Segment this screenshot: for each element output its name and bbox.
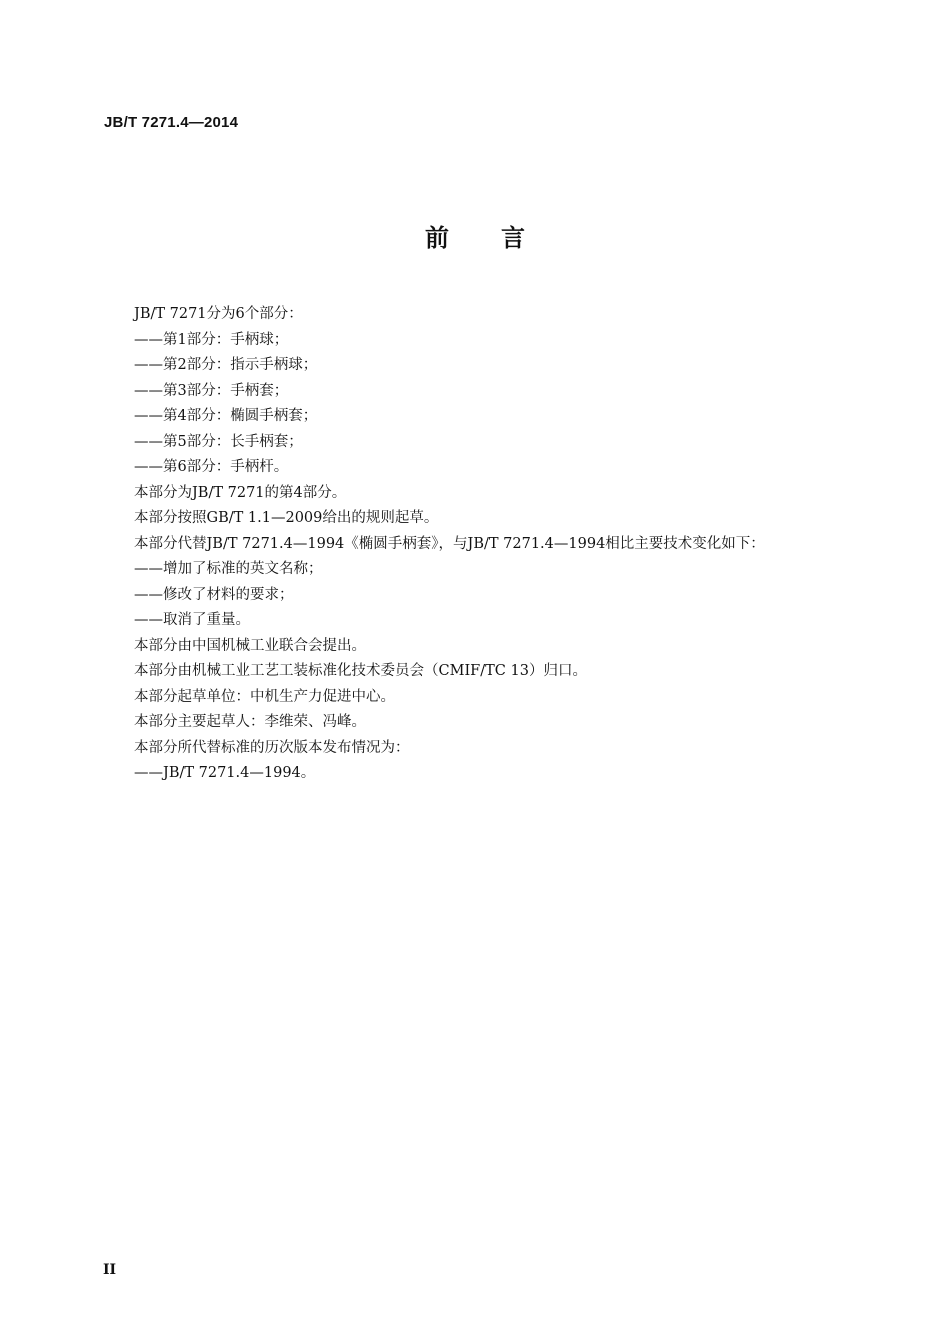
list-item: ——第1部分：手柄球； <box>134 331 289 348</box>
title-char-2: 言 <box>501 224 525 252</box>
list-item: ——取消了重量。 <box>134 612 250 628</box>
standard-code: JB/T 7271.4—2014 <box>104 114 239 131</box>
paragraph: 本部分由中国机械工业联合会提出。 <box>134 637 366 654</box>
paragraph: 本部分起草单位：中机生产力促进中心。 <box>134 688 395 705</box>
list-item: ——第4部分：椭圆手柄套； <box>134 408 318 424</box>
paragraph: 本部分所代替标准的历次版本发布情况为： <box>134 739 410 756</box>
foreword-body <box>134 302 834 787</box>
list-item: ——增加了标准的英文名称； <box>134 561 323 577</box>
list-item: ——修改了材料的要求； <box>134 586 294 603</box>
list-item: ——JB/T 7271.4—1994。 <box>134 765 316 781</box>
list-item: ——第3部分：手柄套； <box>134 382 289 399</box>
page-number: II <box>103 1262 117 1278</box>
title-char-1: 前 <box>425 224 449 252</box>
paragraph: 本部分由机械工业工艺工装标准化技术委员会（CMIF/TC 13）归口。 <box>134 663 587 679</box>
paragraph: 本部分按照GB/T 1.1—2009给出的规则起草。 <box>134 510 439 526</box>
paragraph: JB/T 7271分为6个部分： <box>134 306 303 322</box>
paragraph: 本部分为JB/T 7271的第4部分。 <box>134 484 347 501</box>
list-item: ——第5部分：长手柄套； <box>134 433 303 450</box>
page-title <box>0 218 950 253</box>
list-item: ——第2部分：指示手柄球； <box>134 357 318 373</box>
paragraph: 本部分主要起草人：李维荣、冯峰。 <box>134 714 366 730</box>
paragraph: 本部分代替JB/T 7271.4—1994《椭圆手柄套》，与JB/T 7271.4—1994相比主要技术变化如下： <box>134 535 765 552</box>
list-item: ——第6部分：手柄杆。 <box>134 459 289 475</box>
